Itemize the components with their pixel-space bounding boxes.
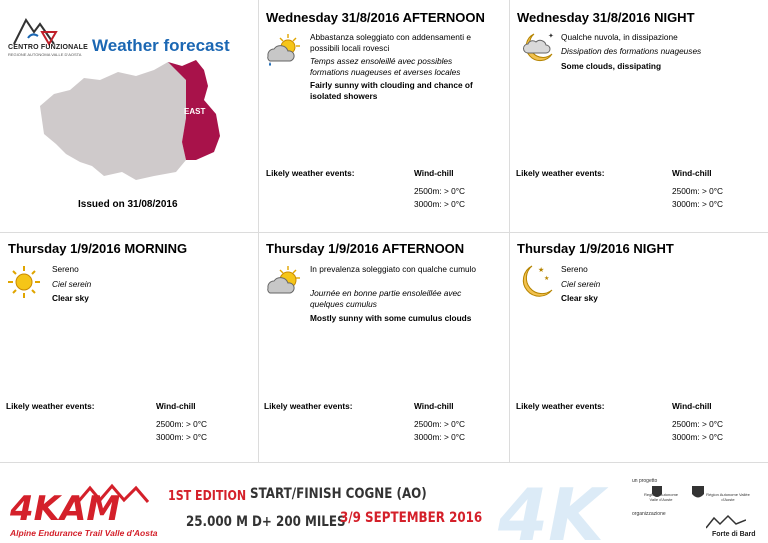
forecast-italian: In prevalenza soleggiato con qualche cumulo xyxy=(310,264,477,274)
events-label: Likely weather events: xyxy=(266,168,355,178)
windchill-3000: 3000m: > 0°C xyxy=(156,432,208,442)
windchill-label: Wind-chill xyxy=(672,168,712,178)
4k-event-logo xyxy=(8,478,168,540)
sun-icon xyxy=(6,264,42,300)
4k-watermark xyxy=(498,474,628,542)
distance-text: 25.000 M D+ 200 MILES xyxy=(186,514,346,530)
grid-line xyxy=(0,232,768,233)
svg-text:✦: ✦ xyxy=(548,33,554,40)
sun-cloud-icon xyxy=(262,264,304,298)
logo-wordmark: 4KAM xyxy=(10,489,121,529)
cell-title: Thursday 1/9/2016 NIGHT xyxy=(517,241,674,256)
forecast-french: Ciel serein xyxy=(52,279,92,289)
region-map xyxy=(36,56,222,186)
forte-di-bard-label: Forte di Bard xyxy=(712,531,756,538)
windchill-2500: 2500m: > 0°C xyxy=(672,419,724,429)
forecast-french: Temps assez ensoleillé avec possibles formations nuageuses et averses locales xyxy=(310,56,461,77)
forecast-italian: Sereno xyxy=(561,264,588,274)
events-label: Likely weather events: xyxy=(516,401,605,411)
cell-title: Wednesday 31/8/2016 NIGHT xyxy=(517,10,695,25)
windchill-label: Wind-chill xyxy=(414,401,454,411)
cell-title: Thursday 1/9/2016 MORNING xyxy=(8,241,188,256)
edition-text: 1ST EDITION xyxy=(168,489,247,504)
windchill-3000: 3000m: > 0°C xyxy=(414,432,466,442)
sun-cloud-rain-icon xyxy=(262,32,304,66)
forecast-english: Fairly sunny with clouding and chance of isolated showers xyxy=(310,80,473,101)
grid-line xyxy=(0,462,768,463)
forecast-french: Ciel serein xyxy=(561,279,601,289)
svg-text:★: ★ xyxy=(544,276,550,282)
map-east-label: EAST xyxy=(184,107,206,116)
svg-text:4K: 4K xyxy=(498,474,604,542)
windchill-label: Wind-chill xyxy=(414,168,454,178)
windchill-label: Wind-chill xyxy=(672,401,712,411)
events-label: Likely weather events: xyxy=(516,168,605,178)
forecast-italian: Sereno xyxy=(52,264,79,274)
grid-line xyxy=(258,0,259,462)
grid-line xyxy=(509,0,510,462)
forecast-french: Dissipation des formations nuageuses xyxy=(561,46,702,56)
events-label: Likely weather events: xyxy=(264,401,353,411)
page-title: Weather forecast xyxy=(92,36,230,55)
windchill-3000: 3000m: > 0°C xyxy=(672,432,724,442)
moon-stars-icon xyxy=(514,262,554,300)
event-dates: 3/9 SEPTEMBER 2016 xyxy=(340,510,483,526)
partner-name: Regione Autonome Valle d'Aoste xyxy=(643,492,679,502)
forecast-english: Clear sky xyxy=(52,293,89,303)
forecast-french: Journée en bonne partie ensoleillée avec quelques cumulus xyxy=(310,288,462,309)
moon-cloud-icon xyxy=(514,30,558,66)
map-west-area xyxy=(40,62,186,180)
forecast-italian: Qualche nuvola, in dissipazione xyxy=(561,32,678,42)
forecast-italian: Abbastanza soleggiato con addensamenti e possibili locali rovesci xyxy=(310,32,471,53)
partner-name: Région Autonome Vallée d'Aoste xyxy=(706,492,750,502)
start-finish-text: START/FINISH COGNE (AO) xyxy=(250,486,427,502)
project-label: un progetto xyxy=(632,478,658,484)
windchill-2500: 2500m: > 0°C xyxy=(156,419,208,429)
events-label: Likely weather events: xyxy=(6,401,95,411)
forecast-english: Some clouds, dissipating xyxy=(561,61,662,71)
org-subname: REGIONE AUTONOMA VALLE D'AOSTA xyxy=(8,52,82,57)
windchill-label: Wind-chill xyxy=(156,401,196,411)
windchill-3000: 3000m: > 0°C xyxy=(414,199,466,209)
windchill-2500: 2500m: > 0°C xyxy=(672,186,724,196)
svg-text:★: ★ xyxy=(538,267,545,274)
logo-subtitle: Alpine Endurance Trail Valle d'Aosta xyxy=(10,528,158,538)
windchill-3000: 3000m: > 0°C xyxy=(672,199,724,209)
windchill-2500: 2500m: > 0°C xyxy=(414,186,466,196)
organizer-label: organizzazione xyxy=(632,511,666,517)
forte-di-bard-icon xyxy=(706,514,746,530)
org-name: CENTRO FUNZIONALE xyxy=(8,44,89,51)
forecast-english: Mostly sunny with some cumulus clouds xyxy=(310,313,472,323)
forecast-english: Clear sky xyxy=(561,293,598,303)
cell-title: Wednesday 31/8/2016 AFTERNOON xyxy=(266,10,485,25)
cell-title: Thursday 1/9/2016 AFTERNOON xyxy=(266,241,465,256)
windchill-2500: 2500m: > 0°C xyxy=(414,419,466,429)
issued-date: Issued on 31/08/2016 xyxy=(78,199,178,210)
